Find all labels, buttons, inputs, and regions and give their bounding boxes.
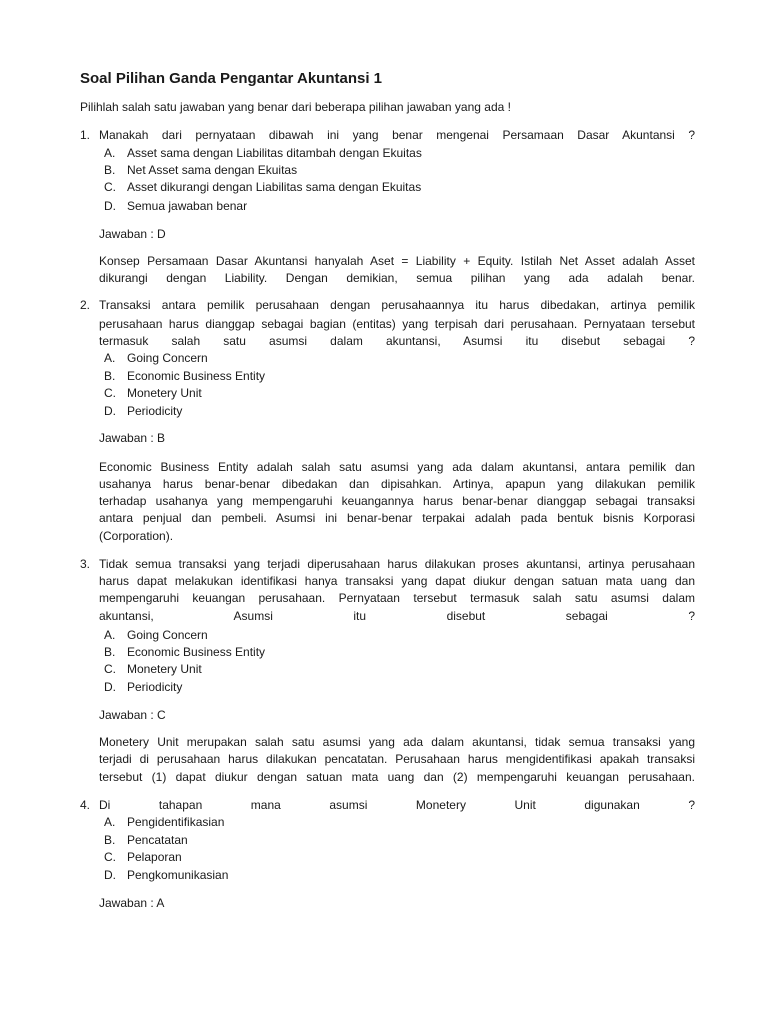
option-text: Economic Business Entity [127, 645, 266, 659]
option-letter: D. [104, 680, 116, 694]
option-text: Semua jawaban benar [127, 199, 248, 213]
question-text-line: akuntansi, Asumsi itu disebut sebagai ? [99, 609, 695, 623]
explanation-line: tersebut (1) dapat diukur dengan satuan mata uang dan (2) mempengaruhi keuangan perusahaan. [99, 770, 695, 784]
option-text: Asset dikurangi dengan Liabilitas sama dengan Ekuitas [127, 180, 422, 194]
option-text: Monetery Unit [127, 662, 202, 676]
option-text: Economic Business Entity [127, 369, 266, 383]
explanation-line: Economic Business Entity adalah salah satu asumsi yang ada dalam akuntansi, antara pemilik dan [99, 460, 695, 474]
explanation-line: Konsep Persamaan Dasar Akuntansi hanyalah Aset = Liability + Equity. Istilah Net Asset adalah Asset [99, 254, 695, 268]
explanation-line: usahanya harus benar-benar dibedakan dan dipisahkan. Artinya, apapun yang dilakukan pemilik [99, 477, 695, 491]
question-number: 2. [80, 298, 91, 312]
explanation-line: terjadi di perusahaan harus dilakukan pencatatan. Perusahaan harus mengidentifikasi apakah transaksi [99, 752, 695, 766]
answer-label: Jawaban : C [99, 708, 166, 722]
option-text: Pengkomunikasian [127, 868, 229, 882]
question-text-line: harus dapat melakukan identifikasi hanya transaksi yang dapat diukur dengan satuan mata uang dan [99, 574, 695, 588]
option-text: Going Concern [127, 351, 208, 365]
option-letter: B. [104, 645, 116, 659]
question-text-line: Manakah dari pernyataan dibawah ini yang benar mengenai Persamaan Dasar Akuntansi ? [99, 128, 695, 142]
instruction-text: Pilihlah salah satu jawaban yang benar dari beberapa pilihan jawaban yang ada ! [80, 100, 511, 114]
question-number: 4. [80, 798, 91, 812]
option-letter: C. [104, 386, 116, 400]
option-letter: D. [104, 404, 116, 418]
answer-label: Jawaban : A [99, 896, 165, 910]
option-text: Monetery Unit [127, 386, 202, 400]
option-text: Periodicity [127, 404, 183, 418]
option-text: Net Asset sama dengan Ekuitas [127, 163, 298, 177]
option-text: Pelaporan [127, 850, 182, 864]
option-text: Asset sama dengan Liabilitas ditambah dengan Ekuitas [127, 146, 422, 160]
option-letter: A. [104, 628, 116, 642]
option-letter: B. [104, 833, 116, 847]
option-letter: B. [104, 369, 116, 383]
option-text: Pengidentifikasian [127, 815, 225, 829]
explanation-line: Monetery Unit merupakan salah satu asumsi yang ada dalam akuntansi, tidak semua transaksi yang [99, 735, 695, 749]
explanation-line: terhadap usahanya yang mempengaruhi keuangannya harus benar-benar dianggap sebagai transaksi [99, 494, 695, 508]
question-number: 3. [80, 557, 91, 571]
question-text-line: Tidak semua transaksi yang terjadi diperusahaan harus dilakukan proses akuntansi, artinya perusahaan [99, 557, 695, 571]
option-letter: B. [104, 163, 116, 177]
answer-label: Jawaban : D [99, 227, 166, 241]
question-text-line: termasuk salah satu asumsi dalam akuntansi, Asumsi itu disebut sebagai ? [99, 334, 695, 348]
question-text-line: perusahaan harus dianggap sebagai bagian (entitas) yang terpisah dari perusahaan. Pernyataan tersebut [99, 317, 695, 331]
explanation-line: dikurangi dengan Liability. Dengan demikian, semua pilihan yang ada adalah benar. [99, 271, 695, 285]
question-number: 1. [80, 128, 91, 142]
option-text: Going Concern [127, 628, 208, 642]
explanation-line: antara penjual dan pembeli. Asumsi ini benar-benar terpakai adalah pada bentuk bisnis Korporasi [99, 511, 695, 525]
explanation-line: (Corporation). [99, 529, 174, 543]
option-text: Periodicity [127, 680, 183, 694]
option-text: Pencatatan [127, 833, 188, 847]
option-letter: C. [104, 180, 116, 194]
document-title: Soal Pilihan Ganda Pengantar Akuntansi 1 [80, 70, 383, 87]
option-letter: D. [104, 868, 116, 882]
question-text-line: mempengaruhi keuangan perusahaan. Pernyataan tersebut termasuk salah satu asumsi dalam [99, 591, 695, 605]
option-letter: A. [104, 351, 116, 365]
question-text-line: Transaksi antara pemilik perusahaan dengan perusahaannya itu harus dibedakan, artinya pemilik [99, 298, 695, 312]
answer-label: Jawaban : B [99, 431, 166, 445]
option-letter: D. [104, 199, 116, 213]
option-letter: A. [104, 146, 116, 160]
option-letter: C. [104, 662, 116, 676]
option-letter: C. [104, 850, 116, 864]
option-letter: A. [104, 815, 116, 829]
question-text-line: Di tahapan mana asumsi Monetery Unit digunakan ? [99, 798, 695, 812]
